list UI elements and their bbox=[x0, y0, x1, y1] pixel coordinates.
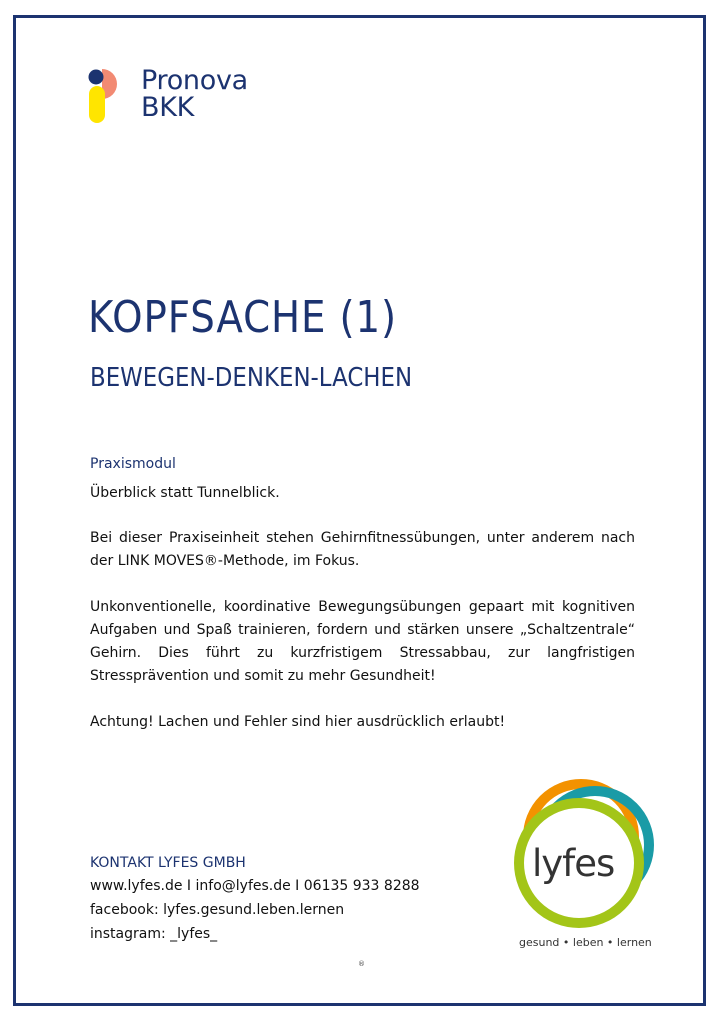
contact-instagram[interactable]: instagram: _lyfes_ bbox=[90, 926, 218, 942]
logo-brand-line2: BKK bbox=[141, 92, 195, 123]
paragraph-note: Achtung! Lachen und Fehler sind hier ausdrücklich erlaubt! bbox=[90, 714, 506, 730]
contact-block bbox=[90, 852, 420, 946]
contact-facebook[interactable]: facebook: lyfes.gesund.leben.lernen bbox=[90, 902, 345, 918]
contact-web-email-phone[interactable]: www.lyfes.de I info@lyfes.de I 06135 933 8288 bbox=[90, 878, 420, 894]
module-label: Praxismodul bbox=[90, 456, 176, 472]
page-title: KOPFSACHE (1) bbox=[88, 292, 398, 343]
lyfes-tagline: gesund • leben • lernen bbox=[519, 936, 652, 949]
contact-heading: KONTAKT LYFES GMBH bbox=[90, 855, 246, 871]
paragraph-description: Unkonventionelle, koordinative Bewegungsübungen gepaart mit kognitiven Aufgaben und Spaß trainieren, fordern und stärken unsere „Schaltzentrale“ Gehirn. Dies führt zu kurzfristigem Stressabbau, zur langfristigen Stressprävention und somit zu mehr Gesundheit! bbox=[90, 599, 635, 684]
registered-mark: ® bbox=[358, 960, 365, 968]
body-content bbox=[90, 453, 635, 757]
pronova-logo-wordmark bbox=[141, 67, 248, 121]
paragraph-method: Bei dieser Praxiseinheit stehen Gehirnfitnessübungen, unter anderem nach der LINK MOVES®-Methode, im Fokus. bbox=[90, 530, 635, 569]
pronova-logo-icon bbox=[86, 66, 130, 126]
paragraph-intro: Überblick statt Tunnelblick. bbox=[90, 485, 280, 501]
page-subtitle: BEWEGEN-DENKEN-LACHEN bbox=[90, 363, 413, 393]
logo-brand-line1: Pronova bbox=[141, 65, 248, 96]
lyfes-wordmark: lyfes bbox=[532, 842, 615, 885]
